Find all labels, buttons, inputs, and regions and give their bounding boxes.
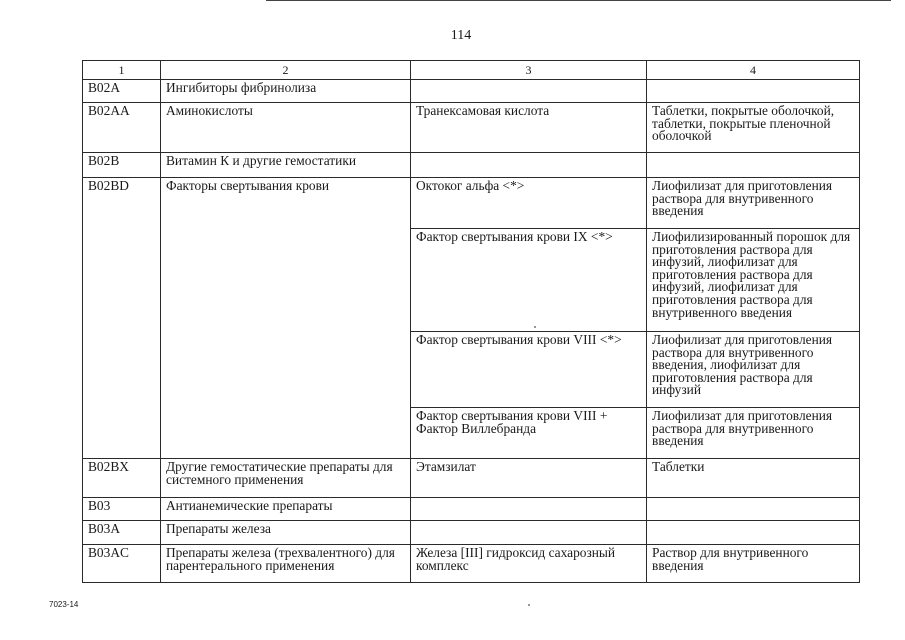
dosage-form (647, 153, 860, 178)
page-number: 114 (450, 28, 472, 43)
drug-name: Фактор свертывания крови VIII + Фактор Виллебранда (411, 408, 647, 459)
drug-name: Железа [III] гидроксид сахарозный комплекс (411, 545, 647, 583)
column-header: 2 (161, 61, 411, 80)
column-header: 4 (647, 61, 860, 80)
group-name: Ингибиторы фибринолиза (161, 80, 411, 103)
group-name: Препараты железа (161, 521, 411, 545)
table-row (83, 545, 860, 583)
drug-name (411, 153, 647, 178)
dosage-form: Лиофилизат для приготовления раствора для внутривенного введения (647, 408, 860, 459)
group-name: Другие гемостатические препараты для системного применения (161, 459, 411, 498)
dosage-form (647, 521, 860, 545)
group-name: Витамин К и другие гемостатики (161, 153, 411, 178)
column-header: 1 (83, 61, 161, 80)
table-row (83, 178, 860, 229)
atc-code: B02AA (83, 103, 161, 153)
drug-name: Этамзилат (411, 459, 647, 498)
dosage-form (647, 498, 860, 521)
dosage-form: Раствор для внутривенного введения (647, 545, 860, 583)
column-header: 3 (411, 61, 647, 80)
atc-code: B02A (83, 80, 161, 103)
atc-code: B02BD (83, 178, 161, 459)
group-name: Препараты железа (трехвалентного) для парентерального применения (161, 545, 411, 583)
dosage-form (647, 80, 860, 103)
group-name: Антианемические препараты (161, 498, 411, 521)
table-row (83, 153, 860, 178)
group-name: Факторы свертывания крови (161, 178, 411, 459)
atc-code: B02BX (83, 459, 161, 498)
table-row (83, 103, 860, 153)
table-row (83, 521, 860, 545)
drug-name (411, 521, 647, 545)
drug-name: Октоког альфа <*> (411, 178, 647, 229)
dosage-form: Таблетки (647, 459, 860, 498)
drug-name (411, 498, 647, 521)
drug-name: Транексамовая кислота (411, 103, 647, 153)
atc-code: B02B (83, 153, 161, 178)
table-row (83, 498, 860, 521)
footer-document-code: 7023-14 (49, 600, 79, 609)
atc-code: B03A (83, 521, 161, 545)
top-rule (266, 0, 891, 1)
atc-code: B03AC (83, 545, 161, 583)
drug-name (411, 80, 647, 103)
atc-code: B03 (83, 498, 161, 521)
dosage-form: Таблетки, покрытые оболочкой, таблетки, покрытые пленочной оболочкой (647, 103, 860, 153)
table-row (83, 80, 860, 103)
scan-speck (528, 604, 530, 606)
group-name: Аминокислоты (161, 103, 411, 153)
drug-table (82, 60, 860, 583)
dosage-form: Лиофилизат для приготовления раствора для внутривенного введения (647, 178, 860, 229)
drug-name: Фактор свертывания крови VIII <*> (411, 332, 647, 408)
scan-speck (534, 326, 536, 328)
table-header-row (83, 61, 860, 80)
table-row (83, 459, 860, 498)
drug-name: Фактор свертывания крови IX <*> (411, 229, 647, 332)
dosage-form: Лиофилизат для приготовления раствора для внутривенного введения, лиофилизат для приготовления раствора для инфузий (647, 332, 860, 408)
dosage-form: Лиофилизированный порошок для приготовления раствора для инфузий, лиофилизат для приготовления раствора для инфузий, лиофилизат для приготовления раствора для внутривенного введения (647, 229, 860, 332)
